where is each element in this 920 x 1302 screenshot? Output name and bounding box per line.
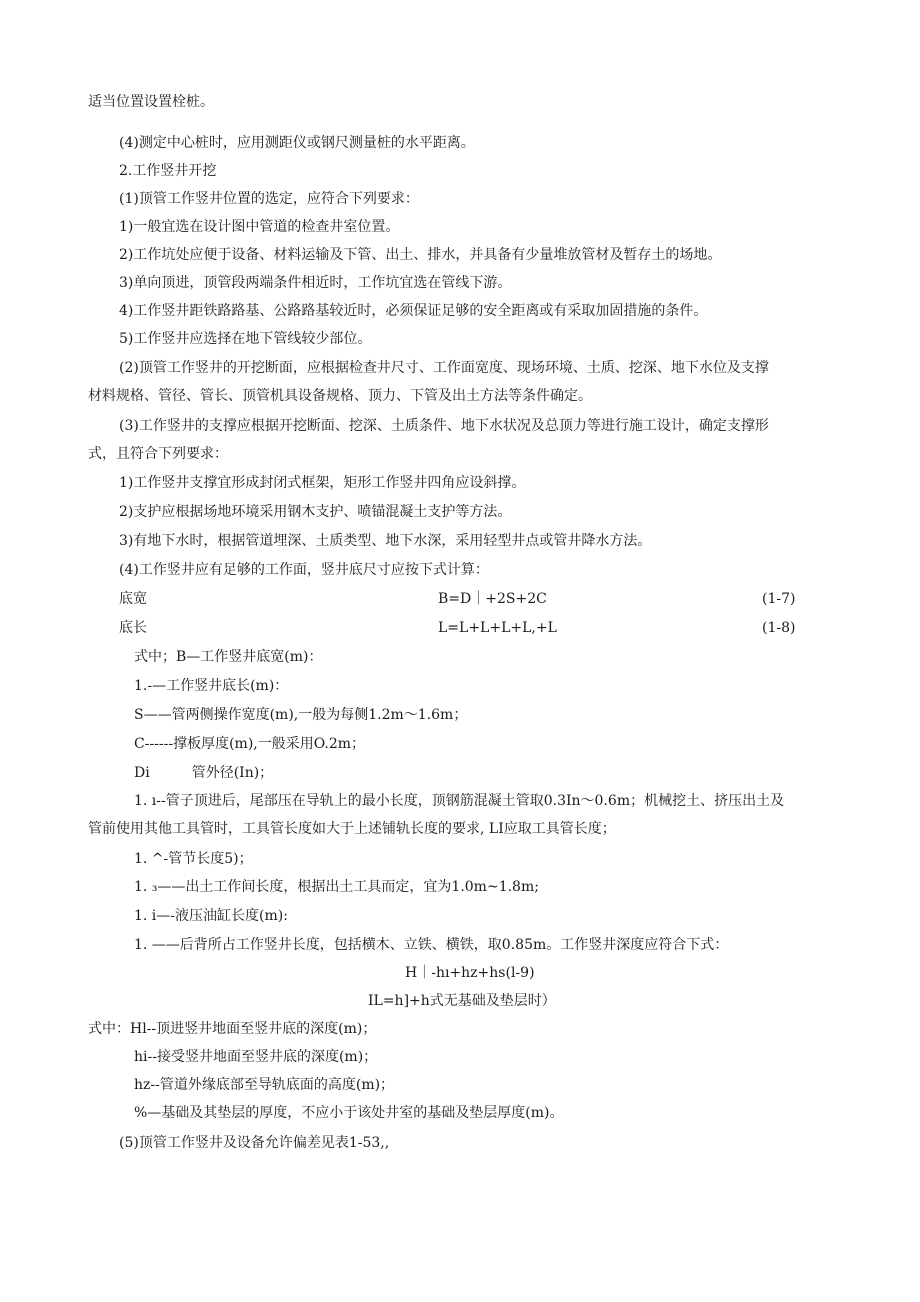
text-line: 材料规格、管径、管长、顶管机具设备规格、顶力、下管及出土方法等条件确定。 [88, 388, 592, 404]
text-line: (1)顶管工作竖井位置的选定，应符合下列要求： [119, 191, 419, 207]
text-line: 适当位置设置栓桩。 [88, 94, 214, 110]
formula-depth-alt: IL=h]+h式无基础及垫层时） [368, 993, 556, 1009]
text-line: (5)顶管工作竖井及设备允许偏差见表1-53,, [119, 1135, 390, 1151]
definition-line: 1. ——后背所占工作竖井长度，包括横木、立铁、横铁，取0.85m。工作竖井深度应符合下式： [134, 937, 729, 953]
text-line: 4)工作竖井距铁路路基、公路路基较近时，必须保证足够的安全距离或有采取加固措施的条件。 [119, 303, 708, 319]
formula-depth: H｜-hı+hz+hs(l-9) [405, 965, 535, 981]
definition-line: Di 管外径(In)； [134, 765, 274, 781]
text-line: (4)工作竖井应有足够的工作面，竖井底尺寸应按下式计算： [119, 562, 489, 578]
text-line: (3)工作竖井的支撑应根据开挖断面、挖深、土质条件、地下水状况及总顶力等进行施工设计，确定支撑形 [119, 418, 769, 434]
text-line: 式，且符合下列要求： [88, 446, 228, 462]
text-line: (2)顶管工作竖井的开挖断面，应根据检查井尺寸、工作面宽度、现场环境、土质、挖深、地下水位及支撑 [119, 360, 769, 376]
formula-label: 底长 [119, 620, 147, 636]
text-line: 3)单向顶进，顶管段两端条件相近时，工作坑宜选在管线下游。 [119, 275, 512, 291]
definition-line: 管前使用其他工具管时，工具管长度如大于上述铺轨长度的要求, LI应取工具管长度； [88, 821, 616, 837]
text-line: 1)工作竖井支撑宜形成封闭式框架，矩形工作竖井四角应设斜撑。 [119, 475, 526, 491]
text-line: (4)测定中心桩时，应用测距仪或钢尺测量桩的水平距离。 [119, 135, 475, 151]
definition-line: hi--接受竖井地面至竖井底的深度(m)； [134, 1049, 378, 1065]
formula-number: (1-7) [762, 591, 796, 607]
formula-expression: B=D｜+2S+2C [438, 591, 547, 607]
section-heading: 2.工作竖井开挖 [119, 163, 217, 179]
definition-line: C------撑板厚度(m),一般采用O.2m； [134, 736, 366, 752]
definition-line: %—基础及其垫层的厚度，不应小于该处井室的基础及垫层厚度(m)。 [134, 1105, 564, 1121]
definition-line: 式中：Hl--顶进竖井地面至竖井底的深度(m)； [88, 1021, 377, 1037]
text-line: 2)工作坑处应便于设备、材料运输及下管、出土、排水，并具备有少量堆放管材及暂存土的场地。 [119, 247, 722, 263]
definition-line: 1. i—-液压油缸长度(m): [134, 908, 288, 924]
formula-expression: L=L+L+L+L,+L [438, 620, 557, 636]
definition-line: 1. ₃——出土工作间长度，根据出土工具而定，宜为1.0m~1.8m; [134, 879, 539, 895]
text-line: 5)工作竖井应选择在地下管线较少部位。 [119, 331, 372, 347]
formula-label: 底宽 [119, 591, 147, 607]
definition-line: 1. ı--管子顶进后，尾部压在导轨上的最小长度，顶钢筋混凝土管取0.3In～0.6m；机械挖土、挤压出土及 [134, 793, 785, 809]
definition-line: S——管两侧操作宽度(m),一般为每侧1.2m～1.6m； [134, 707, 468, 723]
text-line: 1)一般宜选在设计图中管道的检查井室位置。 [119, 219, 400, 235]
text-line: 2)支护应根据场地环境采用钢木支护、喷锚混凝土支护等方法。 [119, 504, 512, 520]
definition-line: 1.-—工作竖井底长(m)： [134, 678, 289, 694]
definition-line: hz--管道外缘底部至导轨底面的高度(m)； [134, 1077, 395, 1093]
definition-line: 式中；B—工作竖井底宽(m)： [134, 649, 323, 665]
definition-line: 1. ^-管节长度5)； [134, 851, 253, 867]
text-line: 3)有地下水时，根据管道埋深、土质类型、地下水深，采用轻型井点或管井降水方法。 [119, 533, 652, 549]
formula-number: (1-8) [762, 620, 796, 636]
